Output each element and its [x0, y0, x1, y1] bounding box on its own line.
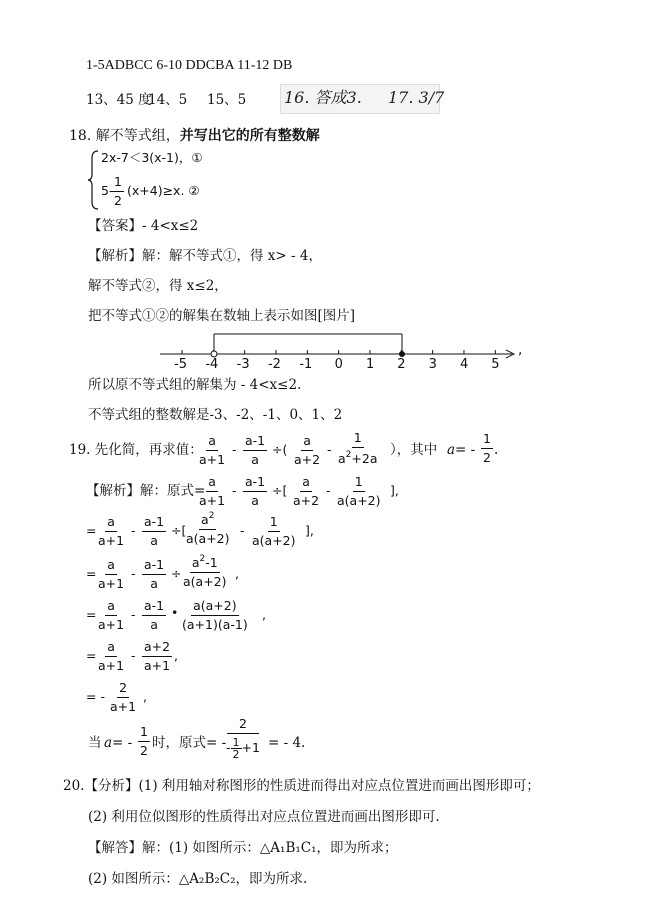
q19-frac-a-over-a1: $\frac{a}{a+1}$: [199, 433, 226, 467]
comma: ,: [235, 566, 239, 581]
q18-heading: [69, 129, 320, 143]
q20-line-3: 【解答】解：(1) 如图所示：△A₁B₁C₁，即为所求；: [88, 840, 398, 856]
axis-tick-label: 0: [334, 357, 343, 372]
q18-analysis-2: 解不等式②，得 x≤2，: [88, 278, 228, 294]
q19-lead: 19. 先化简，再求值：: [69, 442, 203, 458]
q17-handwritten: 17. 3/7: [388, 88, 445, 107]
equals: =: [86, 607, 97, 622]
frac-a2-a1: $\frac{a+2}{a+1}$: [144, 639, 171, 673]
q19-frac-am1-over-a: $\frac{a-1}{a}$: [245, 433, 266, 467]
frac-a2-aa2: $\frac{a^2}{a(a+2)}$: [186, 511, 230, 546]
q18-heading-bold: 并写出它的所有整数解: [179, 128, 320, 144]
q15-answer: 15、5: [207, 92, 247, 108]
div-paren: ÷(: [272, 442, 288, 457]
q20-line-4: (2) 如图所示：△A₂B₂C₂，即为所求.: [88, 871, 308, 887]
frac-1-aa2: $\frac{1}{a(a+2)}$: [252, 514, 296, 548]
axis-tick-label: -2: [267, 357, 281, 372]
inequality-2-fraction: [112, 176, 124, 207]
inequality-1: 2x-7＜3(x-1)，①: [101, 150, 203, 165]
q19-analysis: 【解析】解：原式=: [86, 483, 206, 499]
comma: ,: [174, 648, 178, 663]
axis-tick-label: -1: [299, 357, 313, 372]
q19-when: 当: [88, 735, 102, 751]
frac-am1-a: $\frac{a-1}{a}$: [144, 514, 165, 548]
q19-a-eq: a= -: [447, 442, 476, 458]
frac-compound: 2 - 1 2 +1: [226, 716, 260, 761]
frac-a-a1: $\frac{a}{a+1}$: [199, 474, 226, 508]
q16-handwritten: 16. 答成3.: [284, 88, 362, 107]
frac-a-a1: $\frac{a}{a+1}$: [98, 557, 125, 591]
fraction-numerator: 1: [112, 176, 124, 192]
axis-tick-label: 1: [365, 357, 375, 372]
q19-half: $\frac{1}{2}$: [483, 431, 491, 465]
comma: ,: [262, 607, 266, 622]
mc-answers: 1-5ADBCC 6-10 DDCBA 11-12 DB: [86, 58, 293, 73]
q18-analysis-3: 把不等式①②的解集在数轴上表示如图[图片]: [88, 308, 356, 324]
equals: =: [86, 523, 97, 538]
frac-2-a1: $\frac{2}{a+1}$: [110, 680, 137, 714]
frac-a-a2: $\frac{a}{a+2}$: [293, 474, 320, 508]
q19-when2: 时，原式= -: [152, 735, 227, 751]
axis-tick-label: 2: [397, 357, 406, 372]
inequality-2-pre: 5-: [101, 183, 114, 198]
q18-analysis-1: 【解析】解：解不等式①，得 x> - 4，: [88, 248, 322, 264]
minus-sign-2: -: [327, 442, 332, 457]
minus-sign: -: [232, 442, 237, 457]
frac-a2m1-aa2: $\frac{a^2-1}{a(a+2)}$: [183, 554, 227, 589]
axis-tick-label: -3: [236, 357, 250, 372]
minus: -: [326, 483, 331, 498]
frac-1-aa2: $\frac{1}{a(a+2)}$: [337, 474, 381, 508]
minus: -: [131, 648, 136, 663]
q13-answer: 13、45 度: [86, 92, 152, 108]
q18-heading-prefix: 18. 解不等式组，: [69, 128, 180, 144]
system-brace: [88, 150, 100, 210]
frac-am1-a: $\frac{a-1}{a}$: [144, 598, 165, 632]
q20-line-1: 20.【分析】(1) 利用轴对称图形的性质进而得出对应点位置进而画出图形即可；: [63, 778, 540, 794]
frac-a-a1: $\frac{a}{a+1}$: [98, 514, 125, 548]
frac-aa2-a1am1: $\frac{a(a+2)}{(a+1)(a-1)}$: [182, 598, 248, 632]
axis-tick-label: -5: [174, 357, 187, 372]
axis-tick-label: 5: [491, 357, 500, 372]
equals: =: [86, 648, 97, 663]
period: .: [494, 442, 499, 458]
q18-integers: 不等式组的整数解是-3、-2、-1、0、1、2: [88, 407, 343, 423]
div-bracket: ÷[: [171, 523, 187, 538]
q19-frac-a-over-a2: $\frac{a}{a+2}$: [294, 433, 321, 467]
axis-tick-label: -4: [205, 357, 219, 372]
equals: =: [86, 566, 97, 581]
comma: ,: [143, 689, 147, 704]
inequality-2-post: (x+4)≥x. ②: [127, 183, 200, 198]
q19-when-a: a= -: [104, 735, 133, 751]
div: ÷: [171, 566, 182, 581]
axis-tick-label: 4: [459, 357, 469, 372]
frac-half: $\frac{1}{2}$: [140, 724, 148, 758]
minus: -: [232, 483, 237, 498]
q19-frac-1-over-a2p2a: $\frac{1}{a^2+2a}$: [338, 430, 378, 466]
axis-comma: ,: [518, 342, 523, 358]
frac-a-a1: $\frac{a}{a+1}$: [98, 598, 125, 632]
frac-a-a1: $\frac{a}{a+1}$: [98, 639, 125, 673]
frac-am1-a: $\frac{a-1}{a}$: [245, 474, 266, 508]
q19-where: ），其中: [390, 442, 438, 458]
close-bracket: ],: [390, 483, 399, 498]
equals-minus: = -: [86, 689, 105, 704]
frac-am1-a: $\frac{a-1}{a}$: [144, 557, 165, 591]
q19-tail: = - 4.: [268, 735, 306, 751]
q18-answer: 【答案】- 4<x≤2: [88, 218, 199, 234]
times-dot: •: [171, 605, 179, 620]
minus: -: [240, 523, 245, 538]
minus: -: [131, 523, 136, 538]
minus: -: [131, 566, 136, 581]
div-bracket: ÷[: [272, 483, 288, 498]
q14-answer: 14、5: [148, 92, 188, 108]
axis-tick-label: 3: [428, 357, 437, 372]
minus: -: [131, 607, 136, 622]
close-bracket: ],: [305, 523, 314, 538]
q18-result: 所以原不等式组的解集为 - 4<x≤2.: [88, 377, 302, 393]
fraction-denominator: 2: [114, 192, 122, 208]
q20-line-2: (2) 利用位似图形的性质得出对应点位置进而画出图形即可.: [88, 809, 440, 825]
